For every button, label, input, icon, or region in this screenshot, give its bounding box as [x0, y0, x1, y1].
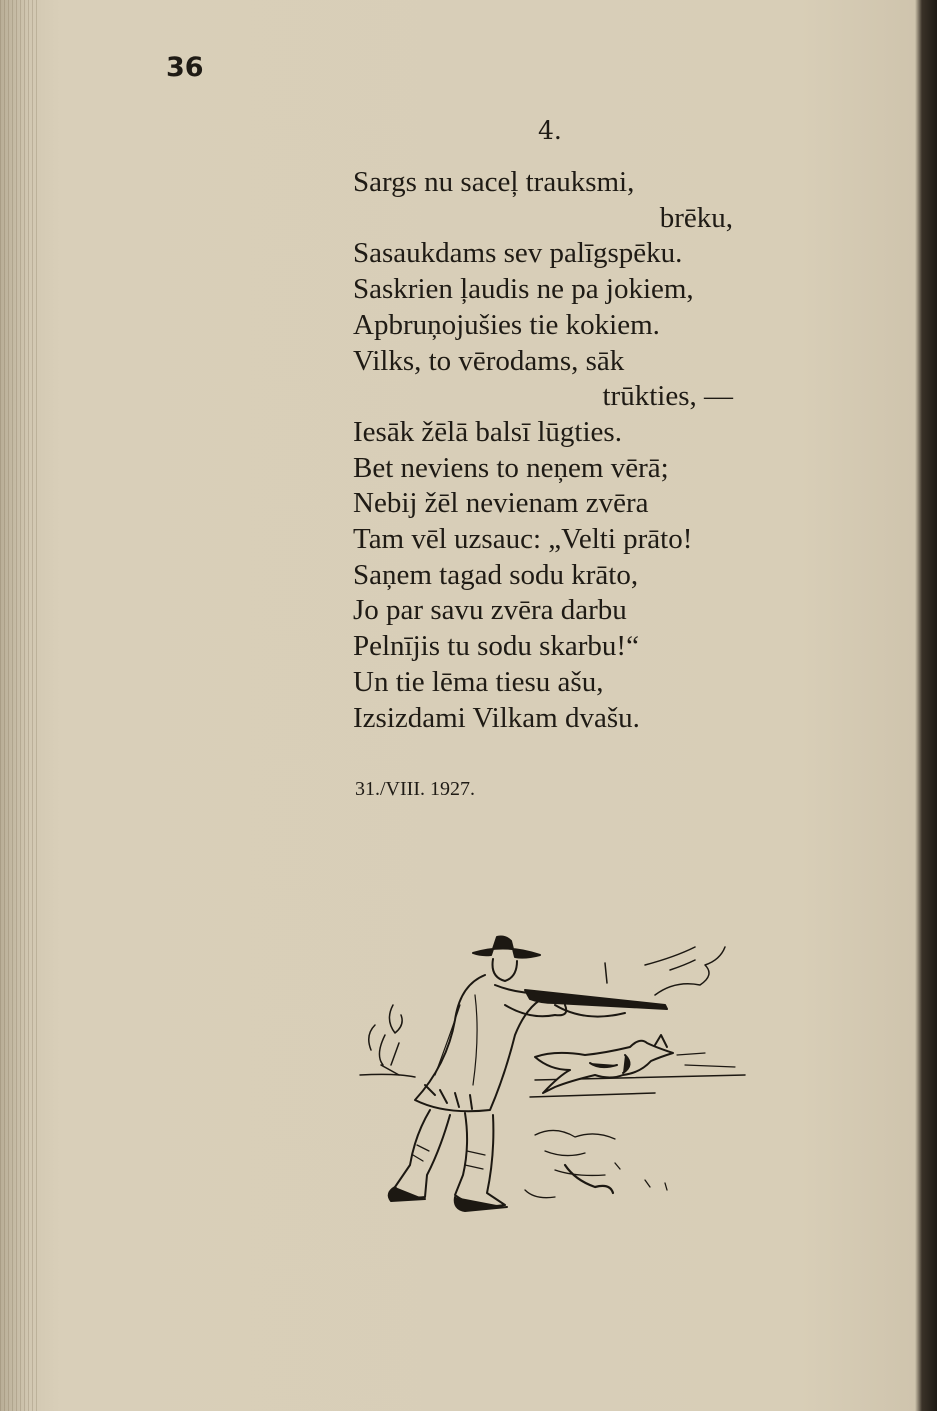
rifle-shape [525, 990, 667, 1009]
poem-date: 31./VIII. 1927. [355, 778, 475, 800]
section-number: 4. [538, 116, 562, 145]
page-edge-stack [0, 0, 38, 1411]
smoke-shape [605, 947, 725, 995]
boots-shape [389, 1187, 425, 1201]
poem-line: Pelnījis tu sodu skarbu!“ [353, 630, 639, 663]
poem-line: Un tie lēma tiesu ašu, [353, 665, 604, 698]
poem-line: Tam vēl uzsauc: „Velti prāto! [353, 523, 693, 556]
poem-line: Bet neviens to neņem vērā; [353, 451, 669, 484]
poem-line: Saskrien ļaudis ne pa jokiem, [353, 273, 694, 306]
legs-shape [395, 1110, 450, 1198]
poem-text [353, 165, 733, 736]
page-number: 36 [166, 52, 204, 83]
poem-line: trūkties, — [602, 380, 733, 413]
poem-line: Izsizdami Vilkam dvašu. [353, 701, 640, 734]
poem-line: brēku, [659, 201, 733, 234]
bush-shape [369, 1005, 402, 1075]
poem-line: Jo par savu zvēra darbu [353, 594, 627, 627]
poem-line: Vilks, to vērodams, sāk [353, 344, 625, 377]
hat-shape [473, 937, 540, 958]
poem-line: Apbruņojušies tie kokiem. [353, 308, 660, 341]
head-shape [493, 959, 518, 981]
poem-line: Sargs nu saceļ trauksmi, [353, 166, 635, 198]
poem-line: Saņem tagad sodu krāto, [353, 558, 639, 591]
poem-line: Sasaukdams sev palīgspēku. [353, 237, 683, 270]
poem-line: Iesāk žēlā balsī lūgties. [353, 415, 622, 448]
hunter-illustration [355, 925, 755, 1235]
coat-shape [415, 975, 540, 1111]
poem-line: Nebij žēl nevienam zvēra [353, 487, 649, 520]
